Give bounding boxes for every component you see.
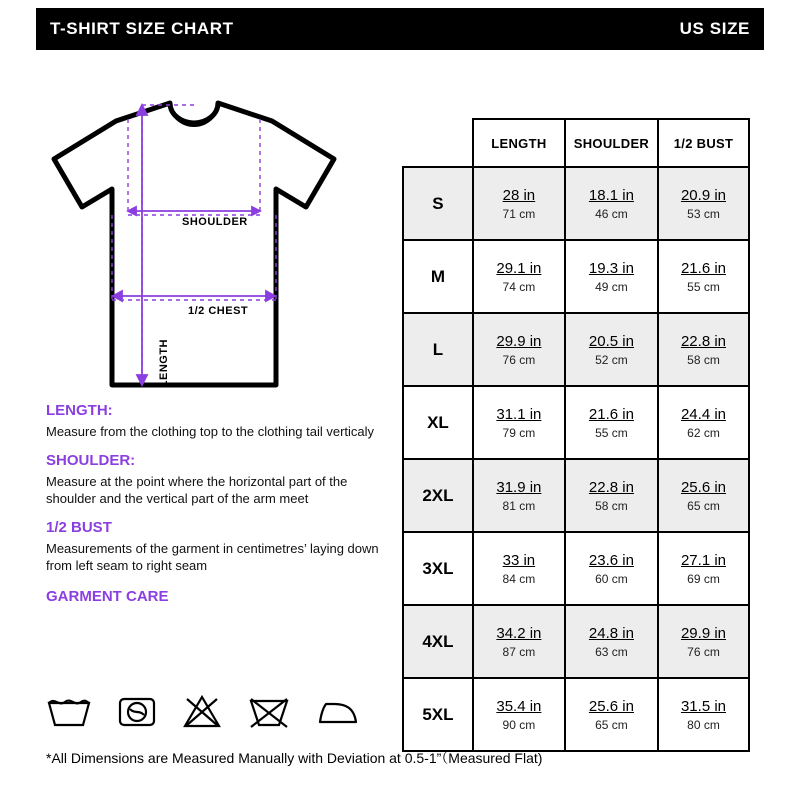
table-header-row bbox=[403, 119, 749, 167]
page-title: T-SHIRT SIZE CHART bbox=[50, 19, 234, 38]
row-size-label: 5XL bbox=[403, 678, 473, 751]
cell-shoulder: 18.1 in 46 cm bbox=[565, 167, 658, 240]
footnote-text: *All Dimensions are Measured Manually with Deviation at 0.5-1”（Measured Flat) bbox=[46, 750, 543, 766]
cell-length: 31.1 in 79 cm bbox=[473, 386, 565, 459]
desc-heading-shoulder: SHOULDER: bbox=[46, 452, 136, 469]
row-size-label: XL bbox=[403, 386, 473, 459]
cell-length: 34.2 in 87 cm bbox=[473, 605, 565, 678]
table-row bbox=[403, 313, 749, 386]
table-body bbox=[403, 167, 749, 751]
cell-length: 28 in 71 cm bbox=[473, 167, 565, 240]
cell-shoulder: 22.8 in 58 cm bbox=[565, 459, 658, 532]
table-row bbox=[403, 605, 749, 678]
cell-shoulder: 23.6 in 60 cm bbox=[565, 532, 658, 605]
desc-body-length: Measure from the clothing top to the clothing tail verticaly bbox=[46, 424, 375, 439]
label-half-chest: 1/2 CHEST bbox=[188, 305, 249, 317]
row-size-label: 4XL bbox=[403, 605, 473, 678]
label-shoulder: SHOULDER bbox=[182, 216, 248, 228]
desc-body-half-bust: Measurements of the garment in centimetres’ laying down from left seam to right seam bbox=[46, 541, 379, 573]
table-row bbox=[403, 678, 749, 751]
table-row bbox=[403, 240, 749, 313]
table-header bbox=[403, 119, 749, 167]
table-row bbox=[403, 532, 749, 605]
do-not-dry-clean-icon bbox=[248, 695, 290, 729]
cell-shoulder: 20.5 in 52 cm bbox=[565, 313, 658, 386]
cell-half-bust: 25.6 in 65 cm bbox=[658, 459, 749, 532]
cell-half-bust: 27.1 in 69 cm bbox=[658, 532, 749, 605]
measurement-descriptions bbox=[46, 402, 386, 609]
cell-half-bust: 21.6 in 55 cm bbox=[658, 240, 749, 313]
cell-half-bust: 20.9 in 53 cm bbox=[658, 167, 749, 240]
row-size-label: M bbox=[403, 240, 473, 313]
desc-heading-half-bust: 1/2 BUST bbox=[46, 519, 112, 536]
row-size-label: L bbox=[403, 313, 473, 386]
garment-care-heading: GARMENT CARE bbox=[46, 588, 169, 605]
tshirt-illustration bbox=[20, 85, 400, 395]
tumble-dry-icon bbox=[118, 695, 156, 729]
cell-shoulder: 25.6 in 65 cm bbox=[565, 678, 658, 751]
garment-care-icons bbox=[46, 690, 346, 734]
row-size-label: S bbox=[403, 167, 473, 240]
column-header-half-bust: 1/2 BUST bbox=[658, 119, 749, 167]
iron-icon bbox=[316, 696, 360, 728]
cell-shoulder: 21.6 in 55 cm bbox=[565, 386, 658, 459]
table-row bbox=[403, 386, 749, 459]
unit-label: US SIZE bbox=[679, 19, 750, 38]
row-size-label: 3XL bbox=[403, 532, 473, 605]
hand-wash-icon bbox=[46, 695, 92, 729]
cell-half-bust: 29.9 in 76 cm bbox=[658, 605, 749, 678]
cell-shoulder: 19.3 in 49 cm bbox=[565, 240, 658, 313]
cell-length: 33 in 84 cm bbox=[473, 532, 565, 605]
cell-half-bust: 31.5 in 80 cm bbox=[658, 678, 749, 751]
do-not-bleach-icon bbox=[182, 694, 222, 730]
cell-length: 29.9 in 76 cm bbox=[473, 313, 565, 386]
desc-body-shoulder: Measure at the point where the horizontal part of the shoulder and the vertical part of the arm meet bbox=[46, 474, 348, 506]
table-corner-cell bbox=[403, 119, 473, 167]
column-header-length: LENGTH bbox=[473, 119, 565, 167]
label-length: LENGTH bbox=[158, 339, 170, 388]
chart-header-bar bbox=[36, 8, 764, 50]
cell-half-bust: 24.4 in 62 cm bbox=[658, 386, 749, 459]
cell-length: 35.4 in 90 cm bbox=[473, 678, 565, 751]
cell-length: 29.1 in 74 cm bbox=[473, 240, 565, 313]
column-header-shoulder: SHOULDER bbox=[565, 119, 658, 167]
table-row bbox=[403, 167, 749, 240]
cell-shoulder: 24.8 in 63 cm bbox=[565, 605, 658, 678]
size-chart-table bbox=[402, 118, 750, 752]
row-size-label: 2XL bbox=[403, 459, 473, 532]
cell-half-bust: 22.8 in 58 cm bbox=[658, 313, 749, 386]
cell-length: 31.9 in 81 cm bbox=[473, 459, 565, 532]
tshirt-drawing bbox=[20, 85, 400, 395]
desc-heading-length: LENGTH: bbox=[46, 402, 113, 419]
table-row bbox=[403, 459, 749, 532]
